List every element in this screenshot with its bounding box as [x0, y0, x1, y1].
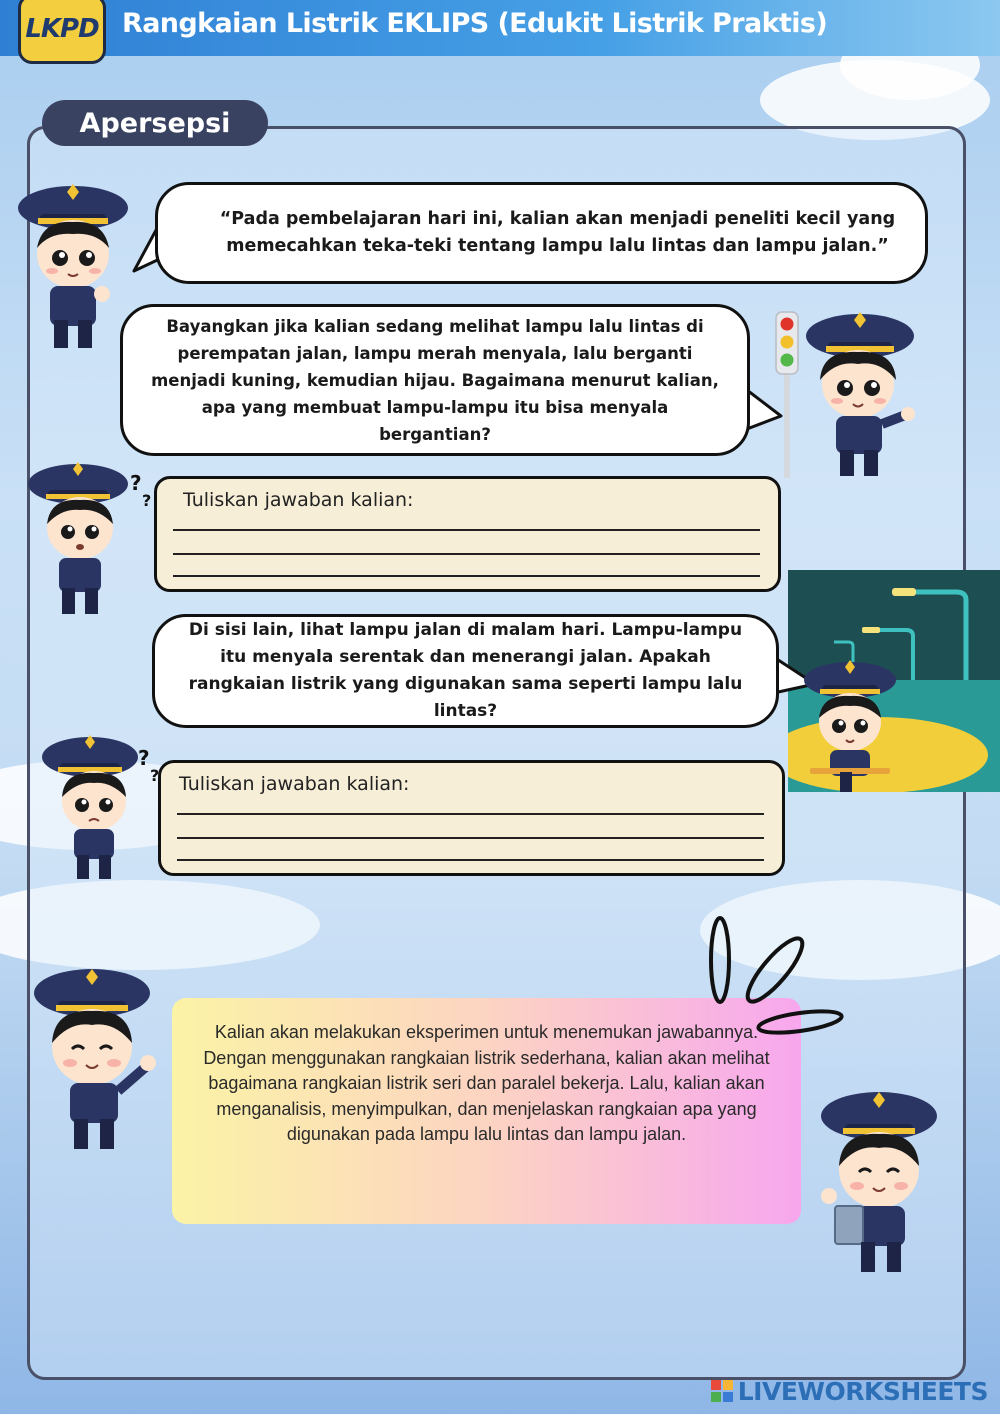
speech-bubble-traffic-light — [120, 304, 750, 456]
answer-line[interactable] — [173, 553, 760, 555]
speech-bubble-intro — [155, 182, 928, 284]
lkpd-badge-label: LKPD — [25, 14, 99, 44]
police-officer-icon — [800, 650, 900, 792]
liveworksheets-logo-icon — [710, 1379, 734, 1403]
answer-label-2: Tuliskan jawaban kalian: — [179, 773, 410, 795]
question-mark-icon — [128, 470, 156, 510]
info-text: Kalian akan melakukan eksperimen untuk menemukan jawabannya. Dengan menggunakan rangkaian listrik sederhana, kalian akan melihat bagaimana rangkaian listrik seri dan paralel bekerja. Lalu, kalian akan menganalisis, menyimpulkan, dan menjelaskan rangkaian apa yang digunakan pada lampu lalu lintas dan lampu jalan. — [203, 1022, 770, 1144]
intro-text: “Pada pembelajaran hari ini, kalian akan menjadi peneliti kecil yang memecahkan teka-teki tentang lampu lalu lintas dan lampu jalan.” — [219, 209, 896, 256]
watermark-text: LIVEWORKSHEETS — [737, 1376, 988, 1406]
svg-text:?: ? — [130, 471, 142, 495]
answer-line[interactable] — [177, 813, 764, 815]
liveworksheets-watermark — [710, 1375, 988, 1407]
police-officer-icon — [18, 170, 133, 350]
svg-text:?: ? — [138, 746, 150, 770]
answer-line[interactable] — [177, 837, 764, 839]
answer-line[interactable] — [173, 529, 760, 531]
police-officer-icon — [800, 300, 915, 478]
speech-bubble-street-light — [152, 614, 779, 728]
answer-label-1: Tuliskan jawaban kalian: — [183, 489, 414, 511]
question-mark-icon — [136, 745, 164, 785]
police-officer-icon — [28, 450, 133, 615]
answer-line[interactable] — [173, 575, 760, 577]
lkpd-badge — [18, 0, 106, 64]
section-tab — [42, 100, 268, 146]
doodle-marks — [700, 915, 850, 1040]
section-title: Apersepsi — [79, 107, 231, 139]
answer-box-1[interactable] — [154, 476, 781, 592]
svg-text:?: ? — [150, 766, 160, 785]
page-header — [0, 0, 1000, 56]
traffic-light-icon — [772, 310, 802, 480]
police-officer-icon — [815, 1078, 945, 1273]
police-officer-icon — [42, 725, 142, 880]
answer-box-2[interactable] — [158, 760, 785, 876]
answer-line[interactable] — [177, 859, 764, 861]
police-officer-icon — [30, 955, 160, 1150]
street-light-text: Di sisi lain, lihat lampu jalan di malam hari. Lampu-lampu itu menyala serentak dan menerangi jalan. Apakah rangkaian listrik yang digunakan sama seperti lampu lalu lintas? — [188, 620, 743, 721]
svg-text:?: ? — [142, 491, 152, 510]
traffic-light-text: Bayangkan jika kalian sedang melihat lampu lalu lintas di perempatan jalan, lampu merah menyala, lalu berganti menjadi kuning, kemudian hijau. Bagaimana menurut kalian, apa yang membuat lampu-lampu itu bisa menyala bergantian? — [151, 316, 719, 444]
page-title: Rangkaian Listrik EKLIPS (Edukit Listrik Praktis) — [122, 8, 828, 39]
